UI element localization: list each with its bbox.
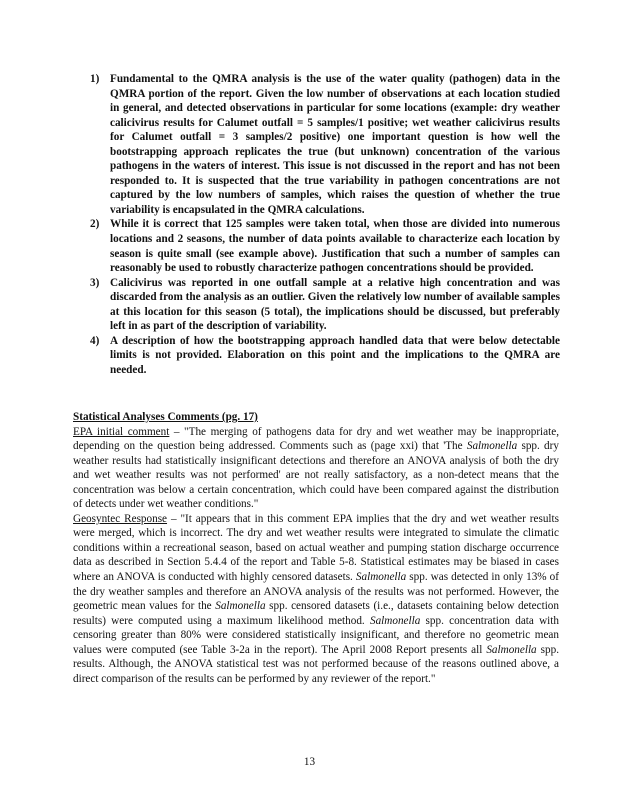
geo-text-4: spp. concentration data with censoring greater than 80% were considered statistically insignificant, and therefore no geometric mean values were computed (see Table 3-2a in the report). The April 2008 Report presents all xyxy=(73,614,559,656)
list-item xyxy=(90,217,560,275)
epa-text-1: – "The merging of pathogens data for dry and wet weather may be inappropriate, depending on the question being addressed. Comments such as (page xxi) that 'The xyxy=(73,425,559,453)
geo-text-3: spp. censored datasets (i.e., datasets containing below detection results) were computed using a maximum likelihood method. xyxy=(73,600,559,627)
item-text: While it is correct that 125 samples were taken total, when those are divided into numerous locations and 2 seasons, the number of data points available to characterize each location by season is quite small (see example above). Justification that such a number of samples can reasonably be used to robustly characterize pathogen concentrations should be provided. xyxy=(110,218,560,275)
item-text: A description of how the bootstrapping approach handled data that were below detectable limits is not provided. Elaboration on this point and the implications to the QMRA are needed. xyxy=(110,334,560,376)
epa-comment-label: EPA initial comment xyxy=(73,425,170,438)
item-number: 2) xyxy=(90,218,100,231)
species-name: Salmonella xyxy=(486,643,537,656)
species-name: Salmonella xyxy=(369,614,421,627)
item-text: Fundamental to the QMRA analysis is the use of the water quality (pathogen) data in the QMRA portion of the report. Given the low number of observations at each location studied in general, and detected observations in particular for some locations (example: dry weather calicivirus results for Calumet outfall = 5 samples/1 positive; wet weather calicivirus results for Calumet outfall = 3 samples/2 positive) one important question is how well the bootstrapping approach replicates the true (but unknown) concentration of the various pathogens in the waters of interest. This issue is not discussed in the report and has not been responded to. It is suspected that the true variability in pathogen concentrations are not captured by the low numbers of samples, which raises the question of whether the true variability is encapsulated in the QMRA calculations. xyxy=(110,73,560,216)
item-number: 1) xyxy=(90,73,100,85)
section-title: Statistical Analyses Comments (pg. 17) xyxy=(73,411,258,423)
geo-text-2: spp. was detected in only 13% of the dry weather samples and therefore an ANOVA analysis of the results was not performed. However, the geometric mean values for the xyxy=(73,571,559,613)
geo-text-1: – "It appears that in this comment EPA implies that the dry and wet weather results were merged, which is incorrect. The dry and wet weather results were integrated to simulate the climatic conditions within a recreational season, based on actual weather and pumping station discharge occurrence data as described in Section 5.4.4 of the report and Table 5-8. Statistical estimates may be biased in cases where an ANOVA is conducted with highly censored datasets. xyxy=(73,512,559,584)
statistical-analyses-section xyxy=(73,410,559,686)
species-name: Salmonella xyxy=(215,600,266,613)
list-item xyxy=(90,334,560,378)
item-number: 4) xyxy=(90,334,100,347)
issues-list xyxy=(90,72,560,377)
epa-text-2: spp. dry weather results had statistically insignificant detections and therefore an ANOVA analysis of both the dry and wet weather results was not performed' are not really satisfactory, as a non-detect means that the concentration was below a certain concentration, which could have been compared against the distribution of detects under wet weather conditions." xyxy=(73,440,559,511)
species-name: Salmonella xyxy=(355,571,407,584)
species-name: Salmonella xyxy=(466,440,518,453)
geosyntec-response-label: Geosyntec Response xyxy=(73,512,168,525)
item-text: Calicivirus was reported in one outfall sample at a relative high concentration and was discarded from the analysis as an outlier. Given the relatively low number of available samples at this location for this season (5 total), the implications should be discussed, but preferably left in as part of the description of variability. xyxy=(110,276,560,333)
list-item xyxy=(90,276,560,334)
geo-text-5: spp. results. Although, the ANOVA statistical test was not performed because of the reasons outlined above, a direct comparison of the results can be performed by any reviewer of the report." xyxy=(73,643,559,685)
epa-comment-paragraph xyxy=(73,425,559,512)
geosyntec-response-paragraph xyxy=(73,512,559,687)
item-number: 3) xyxy=(90,276,100,289)
page-number: 13 xyxy=(303,756,316,768)
list-item xyxy=(90,72,560,217)
